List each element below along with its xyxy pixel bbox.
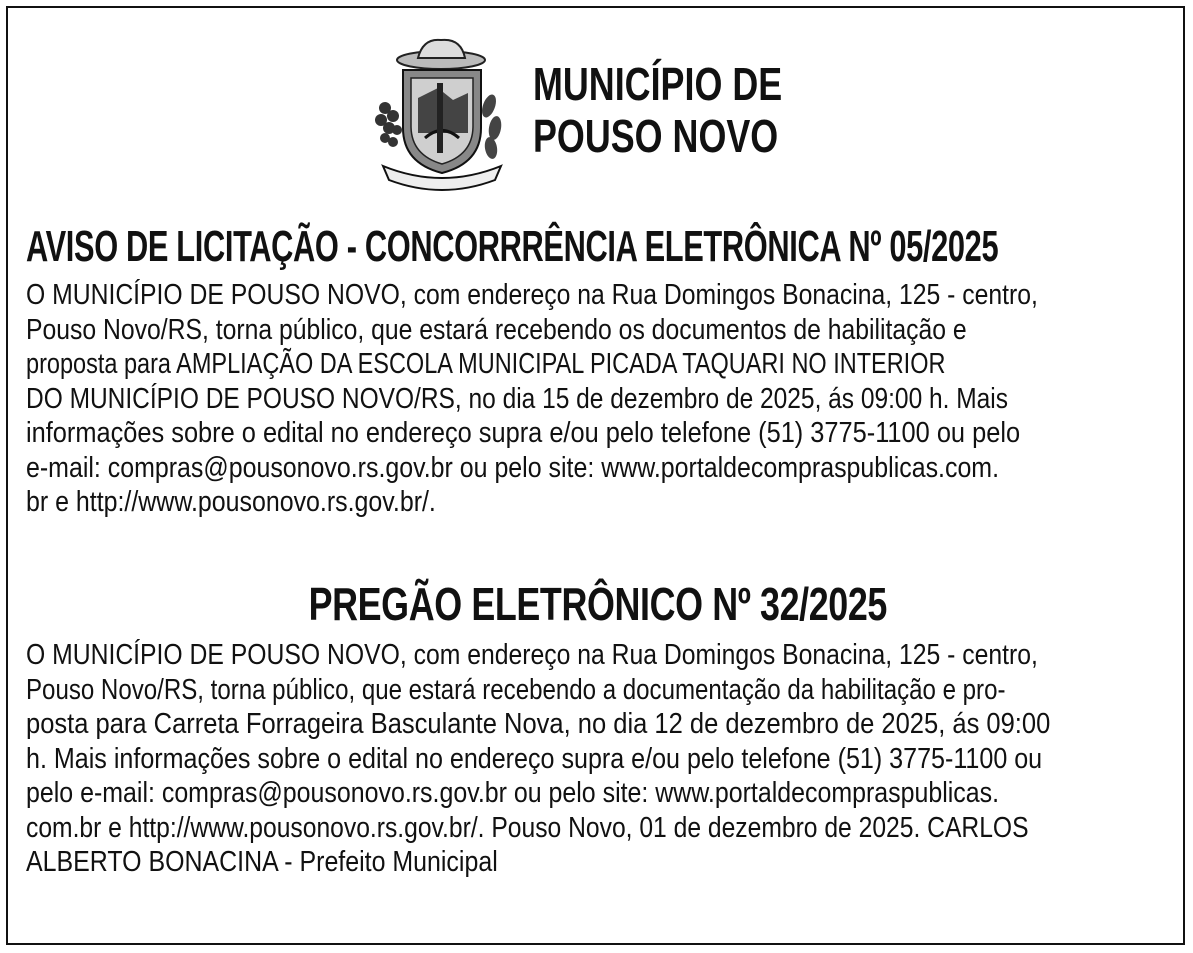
notice-1-line: DO MUNICÍPIO DE POUSO NOVO/RS, no dia 15 de dezembro de 2025, ás 09:00 h. Mais bbox=[26, 382, 1008, 415]
notice-2-line: pelo e-mail: compras@pousonovo.rs.gov.br ou pelo site: www.portaldecompraspublicas. bbox=[26, 777, 1000, 809]
notice-1-line: informações sobre o edital no endereço supra e/ou pelo telefone (51) 3775-1100 ou pelo bbox=[26, 417, 1021, 449]
notice-1-line: proposta para AMPLIAÇÃO DA ESCOLA MUNICIPAL PICADA TAQUARI NO INTERIOR bbox=[26, 348, 946, 380]
notice-2-line: ALBERTO BONACINA - Prefeito Municipal bbox=[26, 846, 498, 878]
municipal-seal-icon bbox=[363, 38, 513, 193]
notice-1-body bbox=[26, 278, 1176, 520]
notice-1-title: AVISO DE LICITAÇÃO - CONCORRRÊNCIA ELETRÔNICA Nº 05/2025 bbox=[26, 222, 999, 271]
municipality-line-2: POUSO NOVO bbox=[533, 110, 779, 162]
notice-2-line: Pouso Novo/RS, torna público, que estará recebendo a documentação da habilitação e pro- bbox=[26, 673, 1006, 706]
notice-frame bbox=[6, 6, 1185, 945]
notice-2-line: O MUNICÍPIO DE POUSO NOVO, com endereço na Rua Domingos Bonacina, 125 - centro, bbox=[26, 639, 1038, 671]
notice-2-title-text: PREGÃO ELETRÔNICO Nº 32/2025 bbox=[308, 578, 887, 630]
municipality-name bbox=[533, 58, 782, 162]
notice-2-line: h. Mais informações sobre o edital no endereço supra e/ou pelo telefone (51) 3775-1100 ou bbox=[26, 742, 1043, 775]
notice-1-line: Pouso Novo/RS, torna público, que estará recebendo os documentos de habilitação e bbox=[26, 313, 967, 346]
notice-2-line: com.br e http://www.pousonovo.rs.gov.br/. Pouso Novo, 01 de dezembro de 2025. CARLOS bbox=[26, 811, 1029, 844]
header bbox=[363, 38, 843, 198]
notice-1-line: O MUNICÍPIO DE POUSO NOVO, com endereço na Rua Domingos Bonacina, 125 - centro, bbox=[26, 279, 1038, 311]
notice-1-line: br e http://www.pousonovo.rs.gov.br/. bbox=[26, 486, 436, 518]
notice-2-title bbox=[8, 578, 1187, 630]
notice-2-body bbox=[26, 638, 1176, 880]
notice-2-line: posta para Carreta Forrageira Basculante Nova, no dia 12 de dezembro de 2025, ás 09:00 bbox=[26, 708, 1051, 740]
municipality-line-1: MUNICÍPIO DE bbox=[533, 58, 783, 110]
notice-1-line: e-mail: compras@pousonovo.rs.gov.br ou pelo site: www.portaldecompraspublicas.com. bbox=[26, 451, 1000, 484]
